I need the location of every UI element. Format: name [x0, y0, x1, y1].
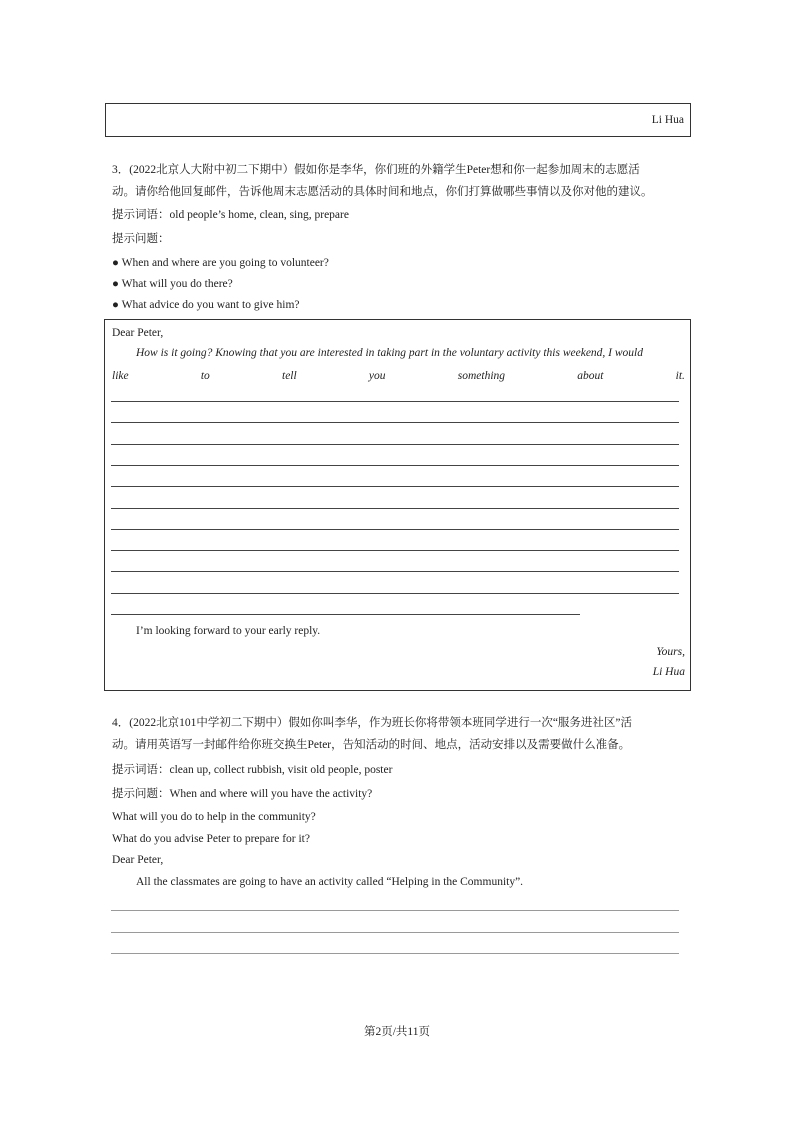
- q3-question-1: ● When and where are you going to volunteer?: [112, 257, 329, 269]
- writing-line: [111, 529, 679, 530]
- word: about: [577, 370, 604, 382]
- q3-question-3: ● What advice do you want to give him?: [112, 299, 300, 311]
- writing-line: [111, 953, 679, 954]
- word: something: [457, 370, 506, 382]
- writing-line: [111, 422, 679, 423]
- q3-questions-label: 提示问题：: [112, 233, 170, 245]
- q3-letter-signature: Li Hua: [652, 666, 685, 678]
- q3-question-2: ● What will you do there?: [112, 278, 233, 290]
- q3-prompt-line1: 3．(2022北京人大附中初二下期中）假如你是李华，你们班的外籍学生Peter想和你一起参加周末的志愿活: [112, 164, 640, 176]
- q3-prompt-line2: 动。请你给他回复邮件，告诉他周末志愿活动的具体时间和地点，你们打算做哪些事情以及你对他的建议。: [112, 186, 653, 198]
- previous-answer-box: [105, 103, 691, 137]
- writing-line: [111, 508, 679, 509]
- q4-question-3: What do you advise Peter to prepare for it?: [112, 833, 310, 845]
- q4-question-1: 提示问题：When and where will you have the activity?: [112, 788, 373, 800]
- q4-opening: All the classmates are going to have an activity called “Helping in the Community”.: [136, 876, 524, 888]
- writing-line: [111, 401, 679, 402]
- writing-line: [111, 593, 679, 594]
- previous-signature: Li Hua: [651, 114, 684, 126]
- page-number: 第2页/共11页: [363, 1026, 431, 1038]
- word: tell: [282, 370, 297, 382]
- q4-prompt-line1: 4．(2022北京101中学初二下期中）假如你叫李华，作为班长你将带领本班同学进行一次“服务进社区”活: [112, 717, 633, 729]
- writing-line: [111, 465, 679, 466]
- writing-line: [111, 932, 679, 933]
- q4-prompt-line2: 动。请用英语写一封邮件给你班交换生Peter，告知活动的时间、地点，活动安排以及需要做什么准备。: [112, 739, 631, 751]
- q3-letter-signoff: Yours,: [656, 646, 685, 658]
- word: it.: [675, 370, 685, 382]
- q3-letter-greeting: Dear Peter,: [112, 327, 164, 339]
- writing-line: [111, 571, 679, 572]
- writing-line: [111, 444, 679, 445]
- word: to: [200, 370, 210, 382]
- writing-line: [111, 910, 679, 911]
- q3-letter-opening-line2: [112, 370, 685, 382]
- q3-letter-opening-line1: How is it going? Knowing that you are interested in taking part in the voluntary activity this weekend, I would: [136, 347, 644, 359]
- word: like: [112, 370, 129, 382]
- q4-question-2: What will you do to help in the community?: [112, 811, 316, 823]
- writing-line-short: [111, 614, 580, 615]
- q3-letter-closing: I’m looking forward to your early reply.: [136, 625, 321, 637]
- word: you: [368, 370, 386, 382]
- writing-line: [111, 550, 679, 551]
- q3-keywords: 提示词语：old people’s home, clean, sing, prepare: [112, 209, 349, 221]
- writing-line: [111, 486, 679, 487]
- q4-greeting: Dear Peter,: [112, 854, 164, 866]
- q4-keywords: 提示词语：clean up, collect rubbish, visit old people, poster: [112, 764, 393, 776]
